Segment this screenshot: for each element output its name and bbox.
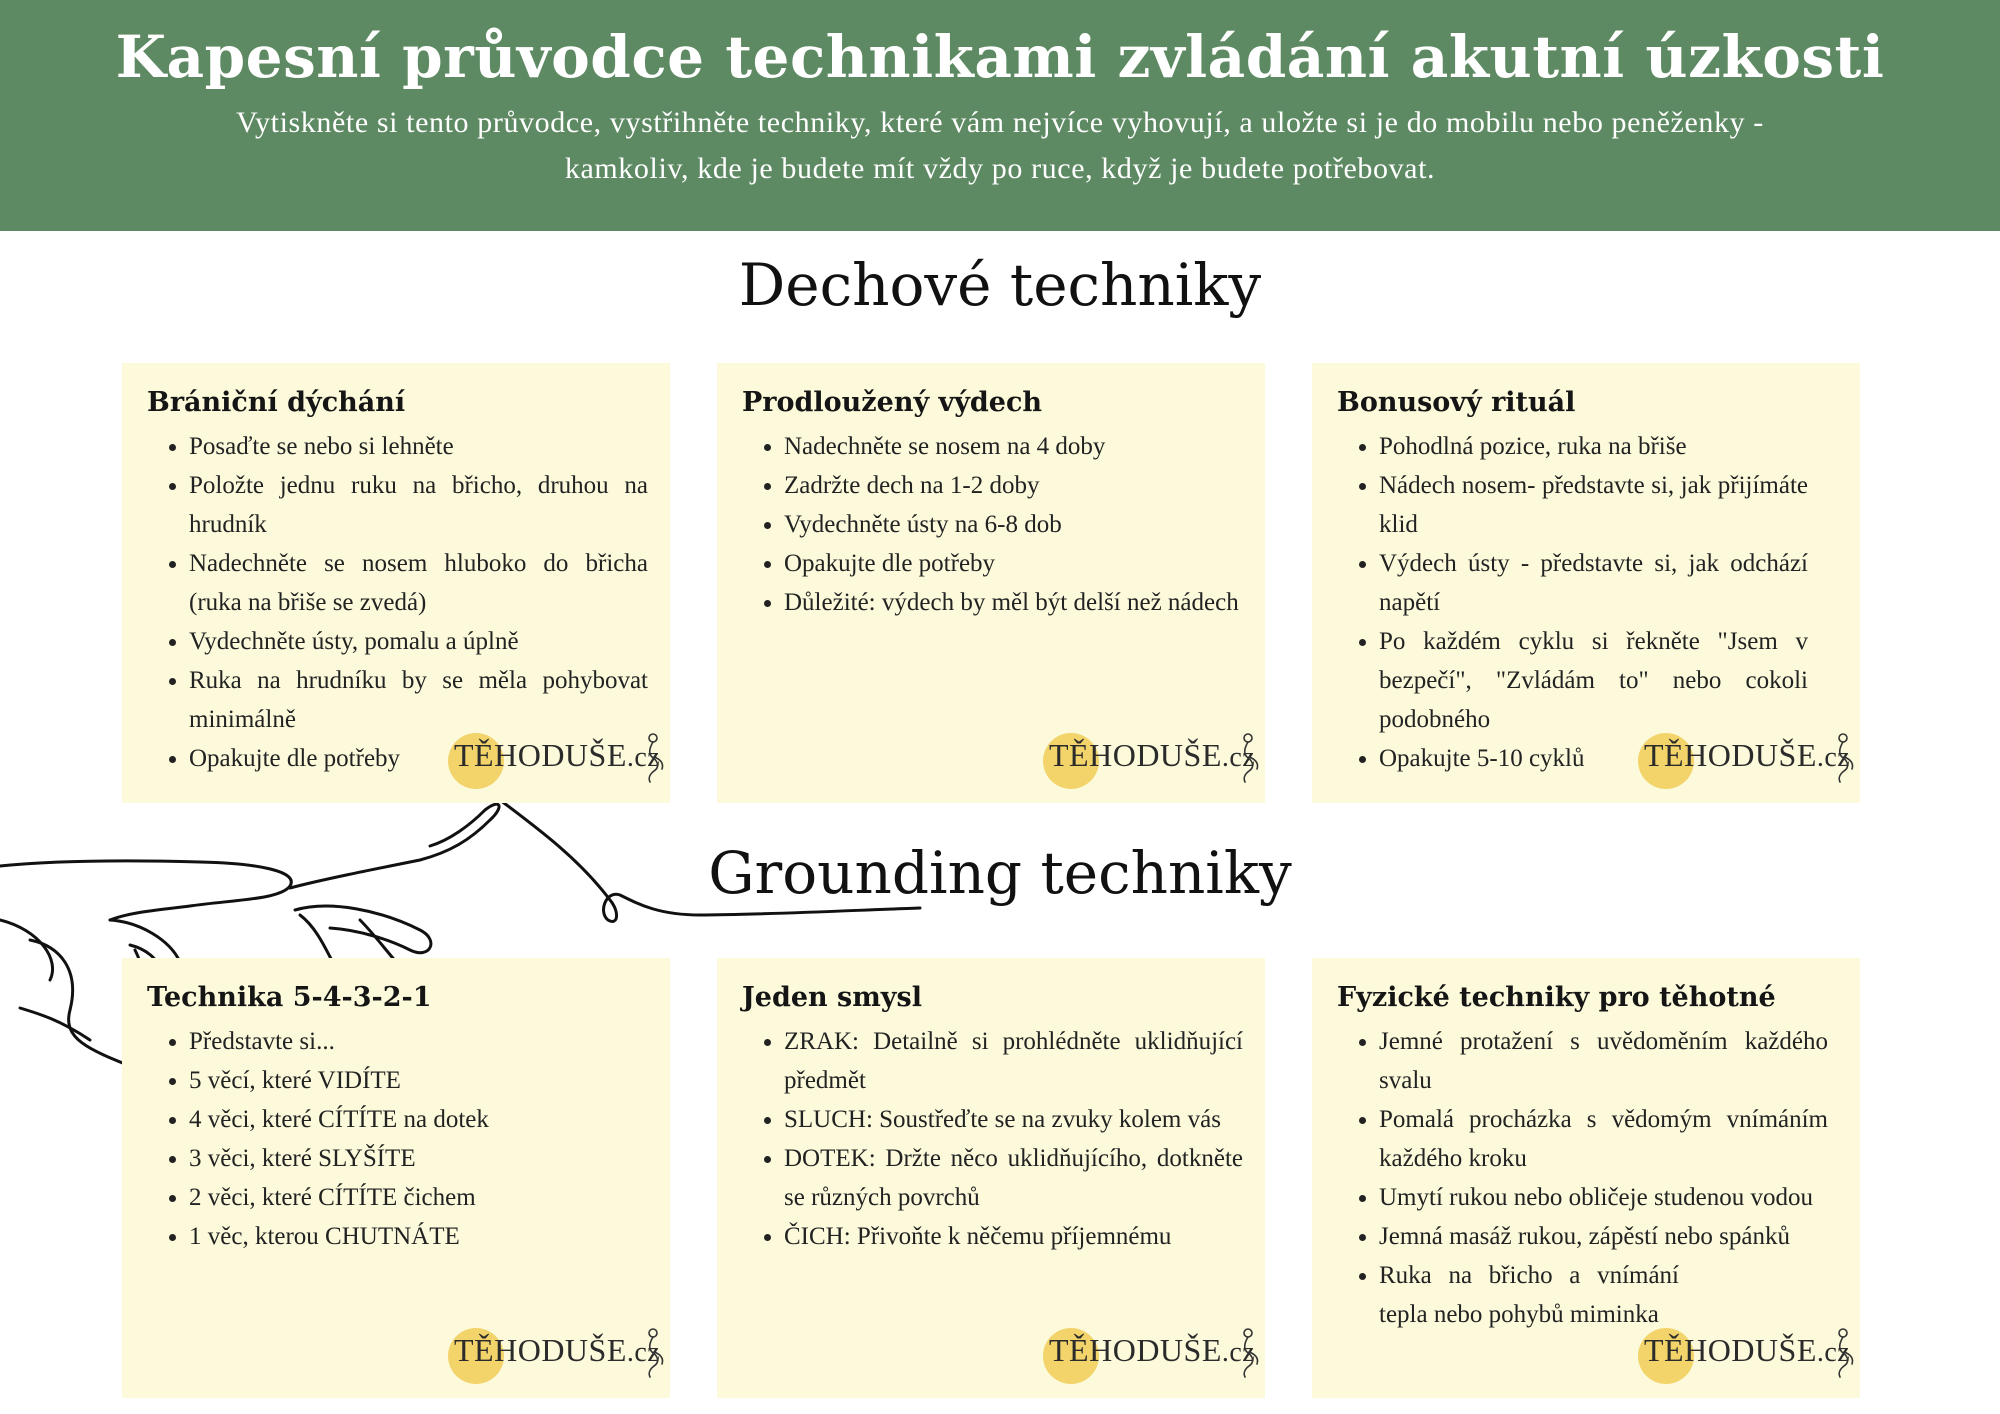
mother-silhouette-icon: [1828, 1326, 1858, 1378]
logo-suffix: .cz: [1816, 742, 1851, 773]
list-item: • Důležité: výdech by měl být delší než nádech: [784, 583, 1243, 622]
list-item: • ZRAK: Detailně si prohlédněte uklidňující předmět: [784, 1022, 1243, 1100]
list-item: • Pomalá procházka s vědomým vnímáním každého kroku: [1379, 1100, 1828, 1178]
list-item: • Vydechněte ústy na 6-8 dob: [784, 505, 1243, 544]
list-item: • Po každém cyklu si řekněte "Jsem v bezpečí", "Zvládám to" nebo cokoli podobného: [1379, 622, 1808, 739]
card-title: Prodloužený výdech: [742, 387, 1043, 418]
list-item: • Jemná masáž rukou, zápěstí nebo spánků: [1379, 1217, 1828, 1256]
list-item: • DOTEK: Držte něco uklidňujícího, dotkněte se různých povrchů: [784, 1139, 1243, 1217]
brand-logo: [1043, 731, 1263, 791]
list-item: • 3 věci, které SLYŠÍTE: [189, 1139, 648, 1178]
mother-silhouette-icon: [1828, 731, 1858, 783]
list-item: • Jemné protažení s uvědoměním každého svalu: [1379, 1022, 1828, 1100]
logo-text: TĚHODUŠE: [1049, 737, 1222, 773]
card-list: [1337, 427, 1838, 778]
list-item: • Opakujte dle potřeby: [784, 544, 1243, 583]
logo-text: TĚHODUŠE: [1644, 1332, 1817, 1368]
card-title: Bonusový rituál: [1337, 387, 1576, 418]
list-item: • Nadechněte se nosem hluboko do břicha (ruka na břiše se zvedá): [189, 544, 648, 622]
logo-text: TĚHODUŠE: [1644, 737, 1817, 773]
logo-suffix: .cz: [1221, 742, 1256, 773]
brand-logo: [1043, 1326, 1263, 1386]
logo-suffix: .cz: [626, 1337, 661, 1368]
mother-silhouette-icon: [638, 1326, 668, 1378]
list-item: • Představte si...: [189, 1022, 648, 1061]
card-title: Jeden smysl: [742, 982, 922, 1013]
card-title: Fyzické techniky pro těhotné: [1337, 982, 1776, 1013]
card-list: [147, 1022, 648, 1256]
mother-silhouette-icon: [1233, 731, 1263, 783]
list-item: • Ruka na hrudníku by se měla pohybovat minimálně: [189, 661, 648, 739]
list-item: • 1 věc, kterou CHUTNÁTE: [189, 1217, 648, 1256]
card-bonus-ritual: [1312, 363, 1860, 803]
logo-suffix: .cz: [1221, 1337, 1256, 1368]
card-title: Technika 5-4-3-2-1: [147, 982, 432, 1013]
card-list: [1337, 1022, 1838, 1334]
card-list: [147, 427, 648, 778]
list-item: • Umytí rukou nebo obličeje studenou vodou: [1379, 1178, 1828, 1217]
logo-suffix: .cz: [1816, 1337, 1851, 1368]
brand-logo: [1638, 731, 1858, 791]
card-physical-techniques: [1312, 958, 1860, 1398]
section-title-grounding: Grounding techniky: [708, 839, 1292, 907]
list-item: • SLUCH: Soustřeďte se na zvuky kolem vás: [784, 1100, 1243, 1139]
list-item: • Ruka na břicho a vnímání tepla nebo pohybů miminka: [1379, 1256, 1679, 1334]
logo-text: TĚHODUŠE: [454, 737, 627, 773]
logo-text: TĚHODUŠE: [454, 1332, 627, 1368]
list-item: • 4 věci, které CÍTÍTE na dotek: [189, 1100, 648, 1139]
list-item: • Opakujte dle potřeby: [189, 739, 449, 778]
section-title-breathing: Dechové techniky: [738, 251, 1262, 319]
list-item: • 2 věci, které CÍTÍTE čichem: [189, 1178, 648, 1217]
logo-text: TĚHODUŠE: [1049, 1332, 1222, 1368]
list-item: • Položte jednu ruku na břicho, druhou na hrudník: [189, 466, 648, 544]
list-item: • Nádech nosem- představte si, jak přijímáte klid: [1379, 466, 1808, 544]
card-diaphragmatic-breathing: [122, 363, 670, 803]
list-item: • 5 věcí, které VIDÍTE: [189, 1061, 648, 1100]
logo-suffix: .cz: [626, 742, 661, 773]
card-one-sense: [717, 958, 1265, 1398]
card-title: Brániční dýchání: [147, 387, 406, 418]
list-item: • Pohodlná pozice, ruka na břiše: [1379, 427, 1808, 466]
list-item: • ČICH: Přivoňte k něčemu příjemnému: [784, 1217, 1243, 1256]
brand-logo: [448, 731, 668, 791]
brand-logo: [1638, 1326, 1858, 1386]
card-extended-exhale: [717, 363, 1265, 803]
list-item: • Vydechněte ústy, pomalu a úplně: [189, 622, 648, 661]
list-item: • Posaďte se nebo si lehněte: [189, 427, 648, 466]
mother-silhouette-icon: [638, 731, 668, 783]
list-item: • Výdech ústy - představte si, jak odchází napětí: [1379, 544, 1808, 622]
header-banner: [0, 0, 2000, 231]
mother-silhouette-icon: [1233, 1326, 1263, 1378]
brand-logo: [448, 1326, 668, 1386]
page-title: Kapesní průvodce technikami zvládání akutní úzkosti: [115, 23, 1885, 91]
list-item: • Nadechněte se nosem na 4 doby: [784, 427, 1243, 466]
list-item: • Zadržte dech na 1-2 doby: [784, 466, 1243, 505]
list-item: • Opakujte 5-10 cyklů: [1379, 739, 1609, 778]
page-subtitle: Vytiskněte si tento průvodce, vystřihněte techniky, které vám nejvíce vyhovují, a uložte si je do mobilu nebo peněženky - kamkoliv, kde je budete mít vždy po ruce, když je budete potřebovat.: [236, 106, 1764, 185]
card-list: [742, 427, 1243, 622]
card-54321-technique: [122, 958, 670, 1398]
card-list: [742, 1022, 1243, 1256]
